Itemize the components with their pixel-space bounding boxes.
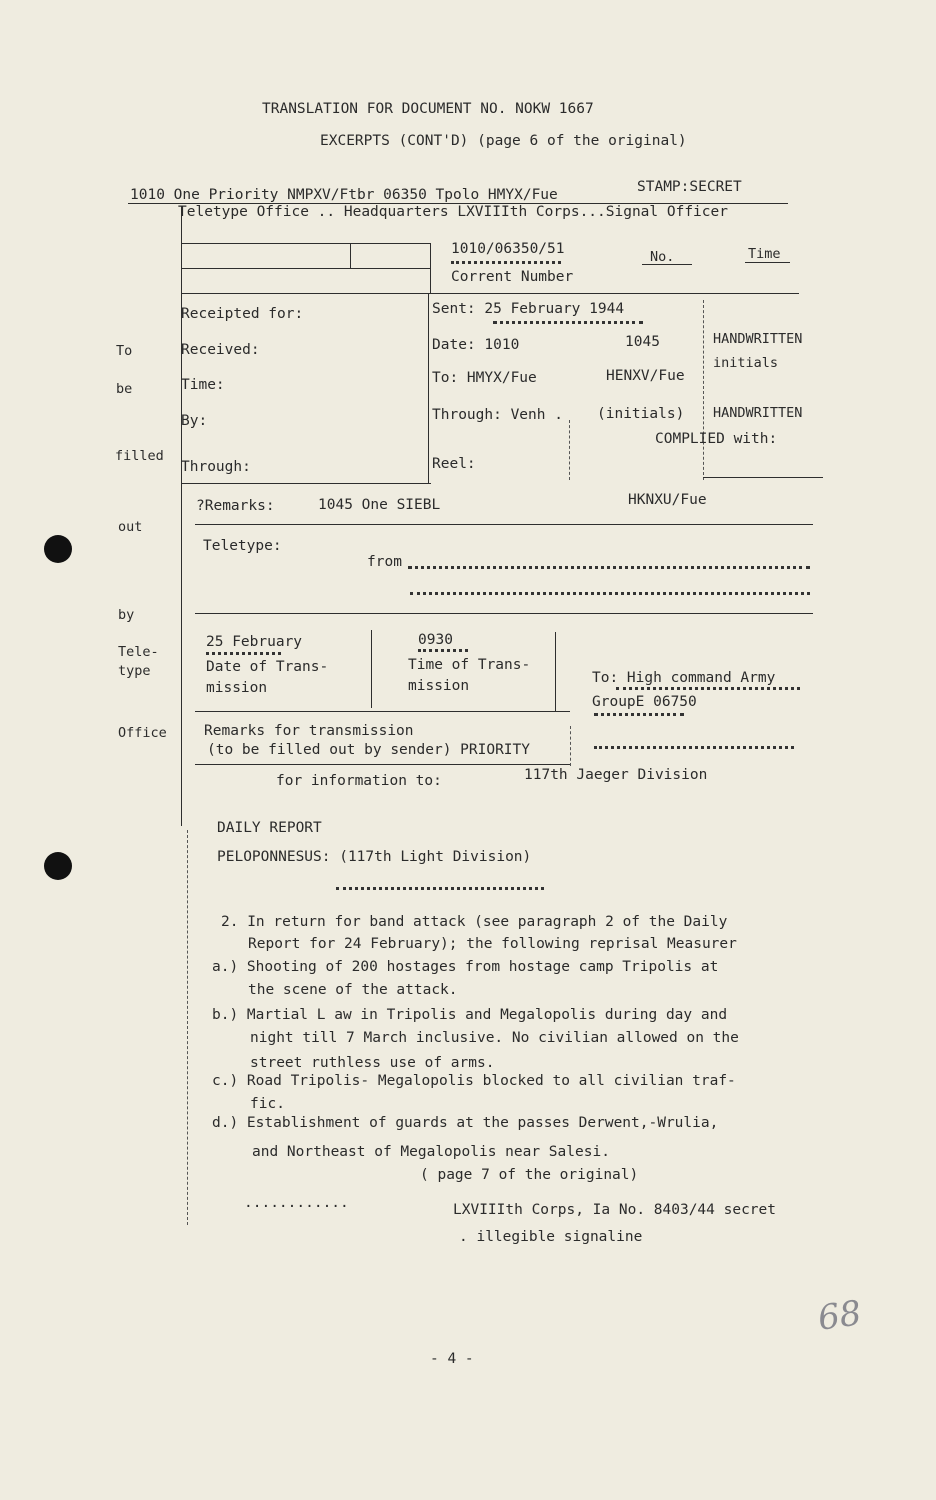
transmission-to-dots	[616, 687, 800, 690]
report-margin-line	[187, 830, 188, 1225]
middle-dashed-divider	[569, 420, 570, 480]
teletype-section-bottom	[195, 613, 813, 614]
transmission-divider-1	[371, 630, 372, 708]
complied-underline	[703, 477, 823, 478]
transmission-time-dots	[418, 649, 468, 652]
item-b-line1: b.) Martial L aw in Tripolis and Megalopolis during day and	[212, 1007, 728, 1023]
report-separator-dots	[336, 887, 544, 890]
para2-line2: Report for 24 February); the following reprisal Measurer	[248, 936, 737, 952]
to-code: HENXV/Fue	[606, 368, 685, 384]
current-box-right	[430, 243, 431, 293]
date-field: Date: 1010	[432, 337, 520, 353]
current-number-dots	[451, 261, 561, 264]
corps-reference: LXVIIIth Corps, Ia No. 8403/44 secret	[453, 1202, 777, 1218]
punch-hole-bottom	[44, 852, 72, 880]
form-left-border	[181, 206, 182, 826]
info-label: for information to:	[276, 773, 442, 789]
report-subtitle: PELOPONNESUS: (117th Light Division)	[217, 849, 532, 865]
reel-field: Reel:	[432, 456, 476, 472]
handwritten-label-1: HANDWRITTEN	[713, 331, 803, 347]
side-label-filled: filled	[115, 448, 164, 464]
transmission-date-label-2: mission	[206, 680, 268, 696]
transmission-box-bottom	[195, 711, 570, 712]
transmission-to: To: High command Army	[592, 670, 776, 686]
current-section-bottom	[181, 293, 799, 294]
current-number-value: 1010/06350/51	[451, 241, 565, 257]
stamp-secret: STAMP:SECRET	[637, 179, 742, 195]
right-box-divider	[703, 300, 704, 480]
teletype-office-line: Teletype Office .. Headquarters LXVIIIth Corps...Signal Officer	[178, 204, 728, 220]
date-time-value: 1045	[625, 334, 660, 350]
transmission-date-value: 25 February	[206, 634, 303, 650]
side-label-tele: Tele-	[118, 644, 159, 660]
field-received: Received:	[181, 342, 260, 358]
left-column-divider	[428, 293, 429, 483]
side-label-type: type	[118, 663, 151, 679]
time-label: Time	[748, 246, 781, 262]
current-number-label: Corrent Number	[451, 269, 574, 285]
remarks-label: ?Remarks:	[196, 498, 275, 514]
item-b-line2: night till 7 March inclusive. No civilian allowed on the	[250, 1030, 739, 1046]
item-a-line1: a.) Shooting of 200 hostages from hostage camp Tripolis at	[212, 959, 719, 975]
report-title: DAILY REPORT	[217, 820, 322, 836]
current-box-bottom	[181, 268, 431, 269]
remarks-underline	[195, 524, 813, 525]
transmission-date-dots	[206, 652, 281, 655]
to-field: To: HMYX/Fue	[432, 370, 537, 386]
side-label-by: by	[118, 607, 135, 623]
transmission-divider-2	[555, 632, 556, 712]
transmission-date-label-1: Date of Trans-	[206, 659, 329, 675]
transmission-time-value: 0930	[418, 632, 453, 648]
no-underline	[642, 264, 692, 265]
complied-with-label: COMPLIED with:	[655, 431, 778, 447]
item-d-line1: d.) Establishment of guards at the passes Derwent,-Wrulia,	[212, 1115, 719, 1131]
teletype-from-label: from	[367, 554, 402, 570]
teletype-label: Teletype:	[203, 538, 282, 554]
no-label: No.	[650, 249, 675, 265]
field-by: By:	[181, 413, 208, 429]
field-time: Time:	[181, 377, 225, 393]
side-label-office: Office	[118, 725, 167, 741]
remarks-value: 1045 One SIEBL	[318, 497, 441, 513]
current-box-top	[181, 243, 431, 244]
remarks-transmission-1: Remarks for transmission	[204, 723, 414, 739]
current-box-divider	[350, 243, 351, 268]
item-c-line2: fic.	[250, 1096, 285, 1112]
field-through: Through:	[181, 459, 251, 475]
teletype-from-dots	[408, 566, 810, 569]
transmission-time-label-1: Time of Trans-	[408, 657, 531, 673]
document-subtitle: EXCERPTS (CONT'D) (page 6 of the original)	[320, 133, 687, 149]
item-a-line2: the scene of the attack.	[248, 982, 458, 998]
punch-hole-top	[44, 535, 72, 563]
handwritten-label-2: HANDWRITTEN	[713, 405, 803, 421]
item-d-line2: and Northeast of Megalopolis near Salesi.	[252, 1144, 610, 1160]
reel-section-bottom	[181, 483, 431, 484]
signature-line: . illegible signaline	[459, 1229, 643, 1245]
remarks-transmission-2: (to be filled out by sender) PRIORITY	[207, 742, 531, 758]
sent-dots	[493, 321, 643, 324]
side-label-out: out	[118, 519, 143, 535]
through-field: Through: Venh .	[432, 407, 563, 423]
sent-field: Sent: 25 February 1944	[432, 301, 625, 317]
remarks-transmission-underline	[195, 764, 570, 765]
handwritten-page-number: 68	[815, 1293, 864, 1339]
info-value: 117th Jaeger Division	[524, 767, 708, 783]
priority-line: 1010 One Priority NMPXV/Ftbr 06350 Tpolo HMYX/Fue	[130, 187, 558, 203]
para2-line1: 2. In return for band attack (see paragraph 2 of the Daily	[221, 914, 728, 930]
remarks-transmission-dots	[594, 746, 794, 749]
remarks-code: HKNXU/Fue	[628, 492, 707, 508]
transmission-group: GroupE 06750	[592, 694, 697, 710]
field-receipted-for: Receipted for:	[181, 306, 304, 322]
initials-label: initials	[713, 355, 779, 371]
document-title: TRANSLATION FOR DOCUMENT NO. NOKW 1667	[262, 101, 594, 117]
transmission-time-label-2: mission	[408, 678, 470, 694]
initials-field: (initials)	[597, 406, 685, 422]
transmission-group-dots	[594, 713, 684, 716]
item-c-line1: c.) Road Tripolis- Megalopolis blocked to all civilian traf-	[212, 1073, 736, 1089]
side-label-to: To	[116, 343, 133, 359]
closing-dots: ............	[244, 1195, 349, 1211]
page-number: - 4 -	[430, 1351, 474, 1367]
side-label-be: be	[116, 381, 133, 397]
time-underline	[745, 262, 790, 263]
remarks-transmission-divider	[570, 726, 571, 766]
page-note: ( page 7 of the original)	[420, 1167, 639, 1183]
item-b-line3: street ruthless use of arms.	[250, 1055, 495, 1071]
teletype-second-dots	[410, 592, 810, 595]
